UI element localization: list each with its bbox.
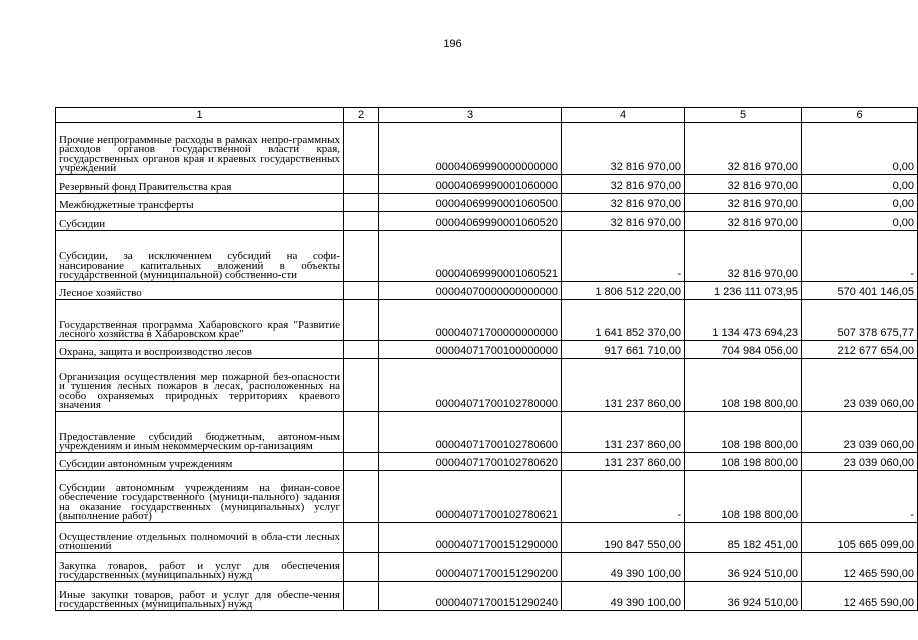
row-name: Лесное хозяйство — [56, 282, 344, 300]
row-col2 — [344, 341, 379, 359]
row-value-5: 108 198 800,00 — [685, 453, 802, 471]
row-col2 — [344, 359, 379, 412]
row-name: Резервный фонд Правительства края — [56, 175, 344, 194]
row-code: 00004069990001060000 — [379, 175, 562, 194]
row-value-4: 49 390 100,00 — [562, 553, 685, 582]
row-code: 00004069990000000000 — [379, 123, 562, 175]
row-value-5: 108 198 800,00 — [685, 412, 802, 453]
row-code: 00004069990001060521 — [379, 231, 562, 282]
row-col2 — [344, 582, 379, 611]
row-value-4: 917 661 710,00 — [562, 341, 685, 359]
table-row — [56, 123, 918, 175]
row-value-6: 212 677 654,00 — [802, 341, 918, 359]
row-value-6: 23 039 060,00 — [802, 453, 918, 471]
row-code: 00004071700151290240 — [379, 582, 562, 611]
row-value-5: 1 134 473 694,23 — [685, 300, 802, 341]
row-value-4: 131 237 860,00 — [562, 412, 685, 453]
table-row — [56, 300, 918, 341]
row-value-6: 12 465 590,00 — [802, 582, 918, 611]
row-code: 00004071700102780000 — [379, 359, 562, 412]
row-value-6: 12 465 590,00 — [802, 553, 918, 582]
row-value-6: 105 665 099,00 — [802, 523, 918, 553]
row-code: 00004071700102780620 — [379, 453, 562, 471]
row-value-6: - — [802, 471, 918, 523]
table-row — [56, 471, 918, 523]
table-row — [56, 175, 918, 194]
header-col-3: 3 — [379, 108, 562, 123]
row-value-6: 23 039 060,00 — [802, 412, 918, 453]
row-value-5: 32 816 970,00 — [685, 212, 802, 231]
row-col2 — [344, 282, 379, 300]
table-row — [56, 231, 918, 282]
row-name: Осуществление отдельных полномочий в обла-сти лесных отношений — [56, 523, 344, 553]
row-value-6: 0,00 — [802, 212, 918, 231]
row-col2 — [344, 194, 379, 212]
row-value-4: - — [562, 471, 685, 523]
header-col-5: 5 — [685, 108, 802, 123]
row-name: Иные закупки товаров, работ и услуг для обеспе-чения государственных (муниципальных) нужд — [56, 582, 344, 611]
row-value-4: 32 816 970,00 — [562, 212, 685, 231]
row-name: Закупка товаров, работ и услуг для обеспечения государственных (муниципальных) нужд — [56, 553, 344, 582]
row-name: Субсидии автономным учреждениям — [56, 453, 344, 471]
table-row — [56, 359, 918, 412]
row-value-6: 507 378 675,77 — [802, 300, 918, 341]
row-name: Государственная программа Хабаровского края "Развитие лесного хозяйства в Хабаровском крае" — [56, 300, 344, 341]
table-row — [56, 412, 918, 453]
table-row — [56, 523, 918, 553]
row-value-5: 108 198 800,00 — [685, 359, 802, 412]
row-value-5: 108 198 800,00 — [685, 471, 802, 523]
row-value-5: 32 816 970,00 — [685, 175, 802, 194]
row-col2 — [344, 231, 379, 282]
row-value-5: 36 924 510,00 — [685, 553, 802, 582]
row-col2 — [344, 300, 379, 341]
table-row — [56, 453, 918, 471]
row-value-6: 0,00 — [802, 194, 918, 212]
row-value-4: 190 847 550,00 — [562, 523, 685, 553]
row-value-5: 85 182 451,00 — [685, 523, 802, 553]
row-code: 00004071700102780600 — [379, 412, 562, 453]
row-value-5: 1 236 111 073,95 — [685, 282, 802, 300]
table-row — [56, 341, 918, 359]
row-value-4: 32 816 970,00 — [562, 123, 685, 175]
row-value-5: 32 816 970,00 — [685, 123, 802, 175]
row-name: Организация осуществления мер пожарной без-опасности и тушения лесных пожаров в лесах, расположенных на особо охраняемых природных территориях краевого значения — [56, 359, 344, 412]
header-row — [56, 108, 918, 123]
row-code: 00004069990001060500 — [379, 194, 562, 212]
row-code: 00004071700102780621 — [379, 471, 562, 523]
row-value-5: 32 816 970,00 — [685, 194, 802, 212]
row-value-6: 23 039 060,00 — [802, 359, 918, 412]
header-col-2: 2 — [344, 108, 379, 123]
table-row — [56, 194, 918, 212]
row-code: 00004071700000000000 — [379, 300, 562, 341]
row-col2 — [344, 523, 379, 553]
row-col2 — [344, 412, 379, 453]
table-header — [56, 108, 918, 123]
row-value-6: - — [802, 231, 918, 282]
row-name: Межбюджетные трансферты — [56, 194, 344, 212]
table-row — [56, 212, 918, 231]
table-row — [56, 282, 918, 300]
row-name: Охрана, защита и воспроизводство лесов — [56, 341, 344, 359]
row-name: Прочие непрограммные расходы в рамках непро-граммных расходов органов государственной власти края, государственных органов края и краевых государственных учреждений — [56, 123, 344, 175]
budget-table — [55, 107, 918, 611]
table-body — [56, 123, 918, 611]
row-value-4: - — [562, 231, 685, 282]
row-value-6: 570 401 146,05 — [802, 282, 918, 300]
row-value-5: 704 984 056,00 — [685, 341, 802, 359]
row-value-4: 1 641 852 370,00 — [562, 300, 685, 341]
row-name: Предоставление субсидий бюджетным, автоном-ным учреждениям и иным некоммерческим ор-ганизациям — [56, 412, 344, 453]
row-value-4: 1 806 512 220,00 — [562, 282, 685, 300]
row-value-5: 36 924 510,00 — [685, 582, 802, 611]
row-code: 00004070000000000000 — [379, 282, 562, 300]
row-col2 — [344, 212, 379, 231]
table-row — [56, 582, 918, 611]
row-code: 00004069990001060520 — [379, 212, 562, 231]
row-value-4: 32 816 970,00 — [562, 175, 685, 194]
row-name: Субсидии, за исключением субсидий на софи-нансирование капитальных вложений в объекты государственной (муниципальной) собственно-сти — [56, 231, 344, 282]
row-value-6: 0,00 — [802, 175, 918, 194]
row-value-4: 131 237 860,00 — [562, 453, 685, 471]
row-name: Субсидии автономным учреждениям на финан-совое обеспечение государственного (муници-пального) задания на оказание государственных (муниципальных) услуг (выполнение работ) — [56, 471, 344, 523]
row-col2 — [344, 123, 379, 175]
row-value-4: 32 816 970,00 — [562, 194, 685, 212]
row-code: 00004071700151290200 — [379, 553, 562, 582]
row-value-4: 49 390 100,00 — [562, 582, 685, 611]
row-name: Субсидии — [56, 212, 344, 231]
row-code: 00004071700151290000 — [379, 523, 562, 553]
page-number: 196 — [443, 38, 462, 50]
header-col-6: 6 — [802, 108, 918, 123]
row-col2 — [344, 175, 379, 194]
header-col-1: 1 — [56, 108, 344, 123]
header-col-4: 4 — [562, 108, 685, 123]
row-value-5: 32 816 970,00 — [685, 231, 802, 282]
row-col2 — [344, 553, 379, 582]
row-value-4: 131 237 860,00 — [562, 359, 685, 412]
table-row — [56, 553, 918, 582]
row-col2 — [344, 453, 379, 471]
row-code: 00004071700100000000 — [379, 341, 562, 359]
row-value-6: 0,00 — [802, 123, 918, 175]
row-col2 — [344, 471, 379, 523]
